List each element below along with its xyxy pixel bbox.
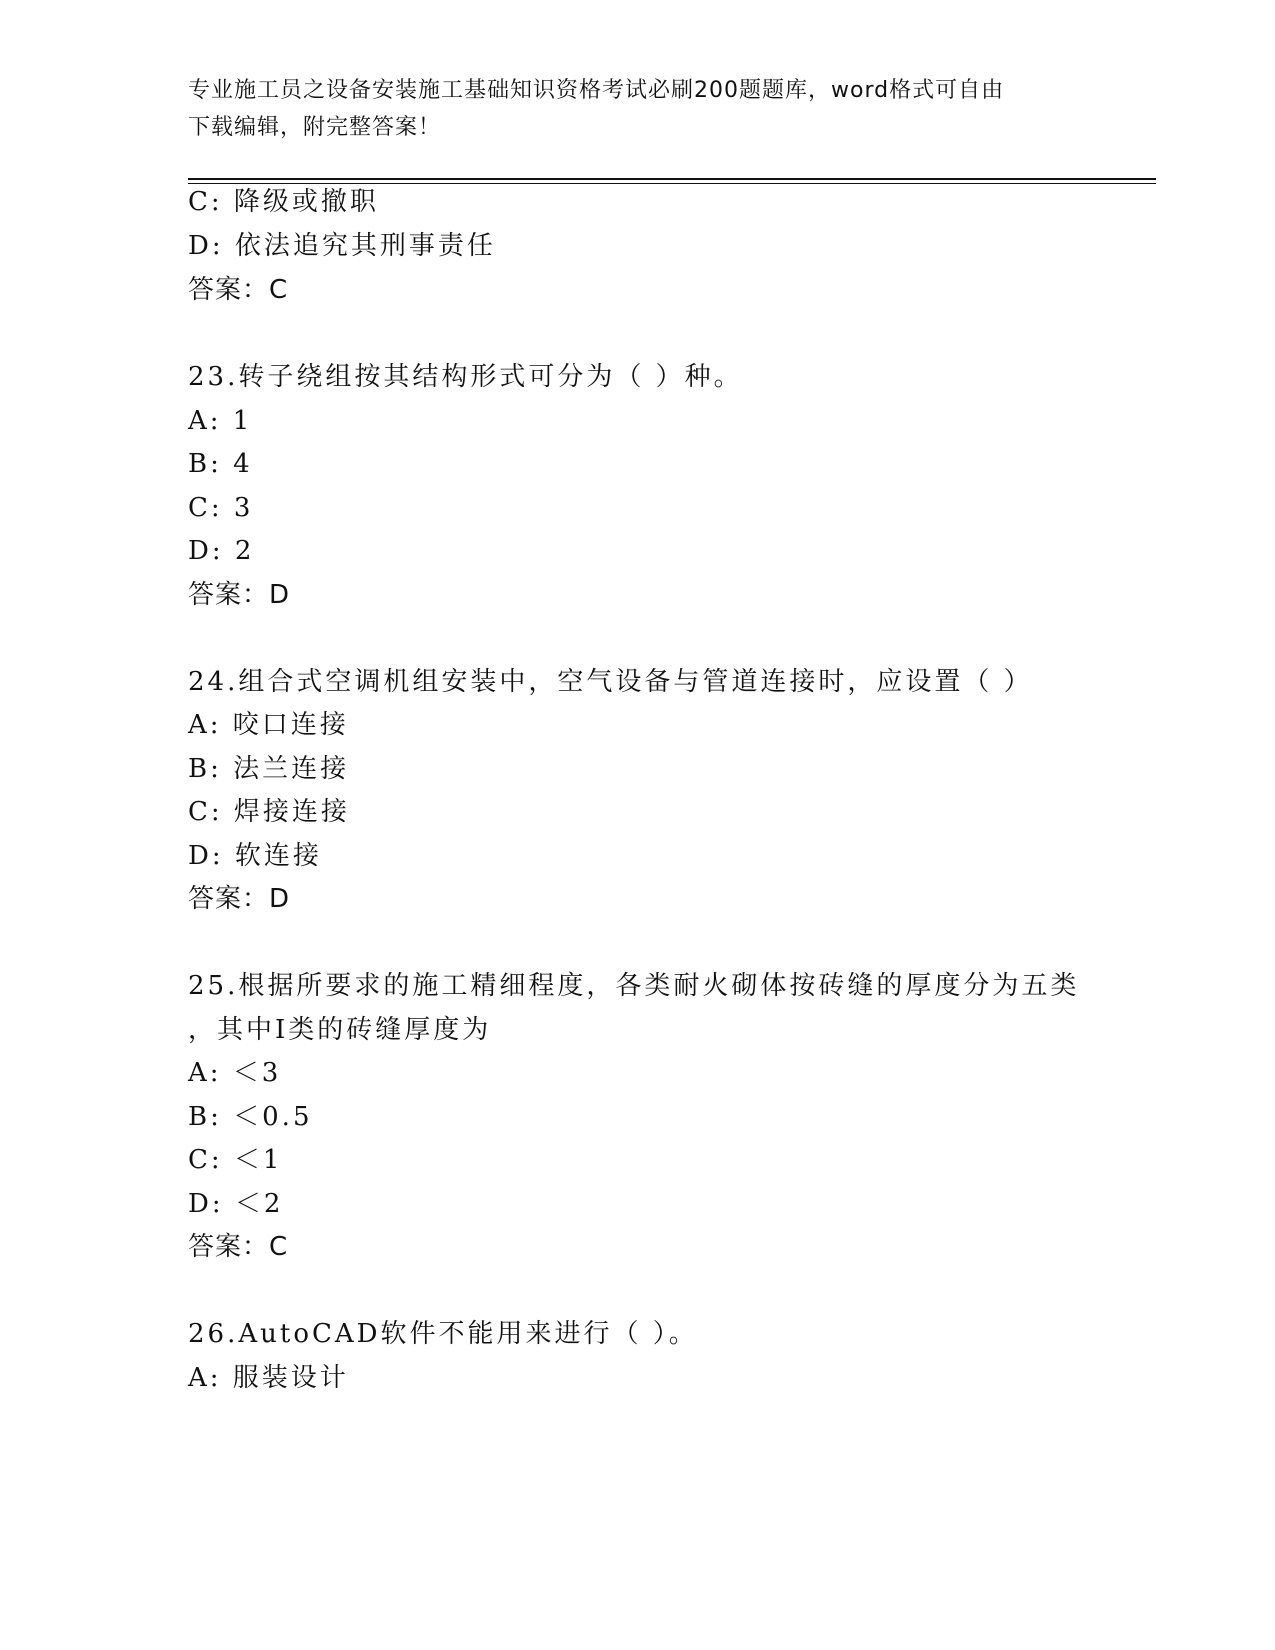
option-c: C: ＜1: [188, 1145, 283, 1175]
question-25-stem-line-2: ，其中Ⅰ类的砖缝厚度为: [188, 1015, 492, 1045]
answer: 答案：C: [188, 275, 289, 305]
option-d: D: 2: [188, 536, 255, 566]
question-25-stem-line-1: 25.根据所要求的施工精细程度，各类耐火砌体按砖缝的厚度分为五类: [188, 971, 1080, 1001]
document-header: [188, 72, 1088, 146]
option-a: A: ＜3: [188, 1058, 282, 1088]
option-b: B: 4: [188, 449, 253, 479]
option-d: D: 依法追究其刑事责任: [188, 231, 496, 261]
option-c: C: 3: [188, 493, 254, 523]
question-24-stem: 24.组合式空调机组安装中，空气设备与管道连接时，应设置（ ）: [188, 667, 1033, 697]
option-b: B: 法兰连接: [188, 754, 350, 784]
answer: 答案：C: [188, 1232, 289, 1262]
question-26-stem: 26.AutoCAD软件不能用来进行（ ）。: [188, 1319, 698, 1349]
answer: 答案：D: [188, 884, 291, 914]
question-23-stem: 23.转子绕组按其结构形式可分为（ ）种。: [188, 362, 743, 392]
option-d: D: 软连接: [188, 841, 322, 871]
option-a: A: 1: [188, 406, 253, 436]
header-divider: [188, 178, 1156, 180]
option-d: D: ＜2: [188, 1189, 284, 1219]
option-c: C: 降级或撤职: [188, 187, 379, 217]
option-c: C: 焊接连接: [188, 797, 350, 827]
header-line-1: 专业施工员之设备安装施工基础知识资格考试必刷200题题库，word格式可自由: [188, 78, 1005, 103]
header-divider-thin: [188, 183, 1156, 184]
answer: 答案：D: [188, 580, 291, 610]
option-b: B: ＜0.5: [188, 1102, 313, 1132]
option-a: A: 咬口连接: [188, 710, 349, 740]
option-a: A: 服装设计: [188, 1363, 349, 1393]
header-line-2: 下载编辑，附完整答案！: [188, 115, 442, 140]
